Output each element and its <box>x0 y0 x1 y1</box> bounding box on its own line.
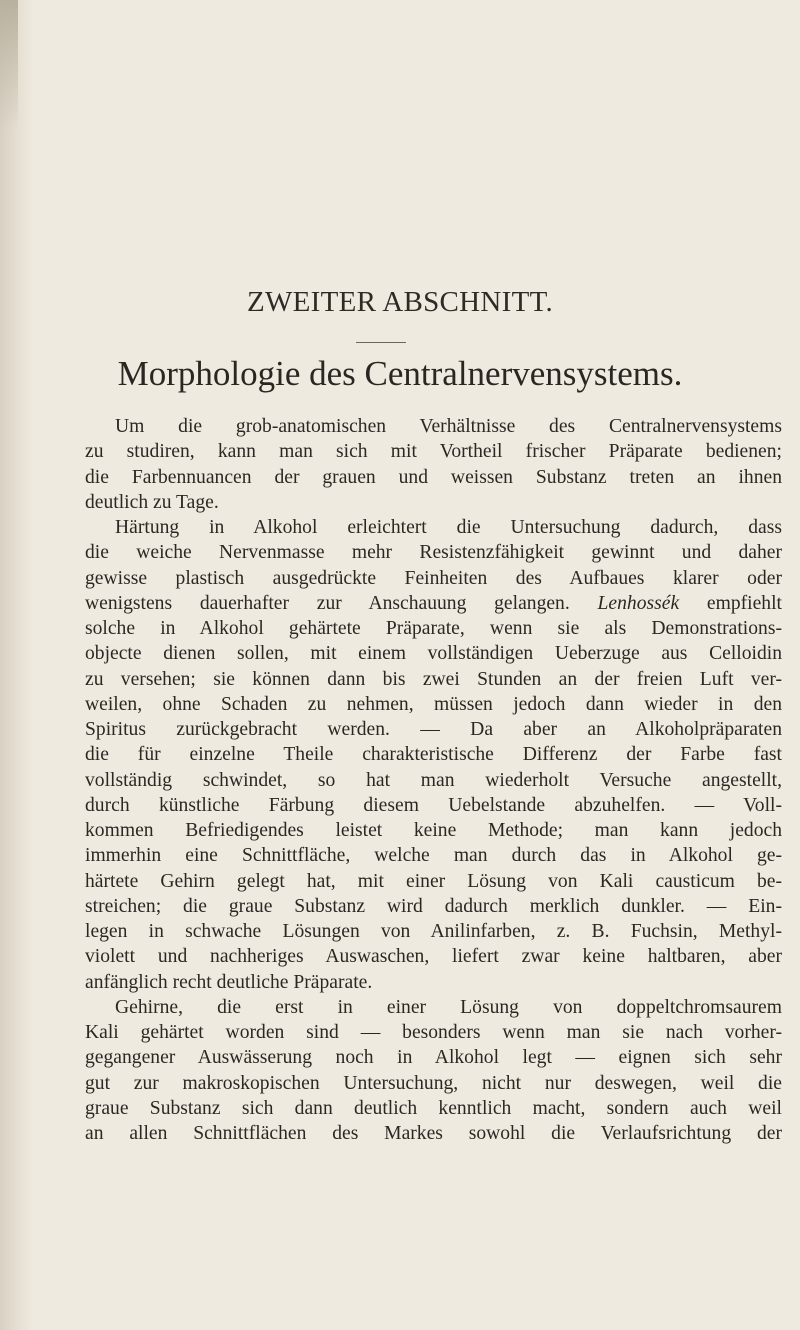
text-line: die Farbennuancen der grauen und weissen Substanz treten an ihnen <box>85 466 782 488</box>
text-line: gut zur makroskopischen Untersuchung, nicht nur deswegen, weil die <box>85 1072 782 1094</box>
text-run: empfiehlt <box>706 592 782 614</box>
text-line: objecte dienen sollen, mit einem vollständigen Ueberzuge aus Celloidin <box>85 643 782 665</box>
text-line: immerhin eine Schnittfläche, welche man durch das in Alkohol ge- <box>85 845 782 867</box>
text-line: Härtung in Alkohol erleichtert die Untersuchung dadurch, dass <box>115 517 782 538</box>
text-line: gewisse plastisch ausgedrückte Feinheiten des Aufbaues klarer oder <box>85 567 782 589</box>
text-line: zu studiren, kann man sich mit Vortheil frischer Präparate bedienen; <box>85 441 782 463</box>
body-text <box>85 414 782 1146</box>
heading-rule <box>356 342 406 343</box>
page-edge-shadow <box>0 0 34 1330</box>
text-line: härtete Gehirn gelegt hat, mit einer Lösung von Kali causticum be- <box>85 870 782 892</box>
text-line: violett und nachheriges Auswaschen, liefert zwar keine haltbaren, aber <box>85 946 782 968</box>
text-line: kommen Befriedigendes leistet keine Methode; man kann jedoch <box>85 820 782 841</box>
page-edge-shadow-top <box>0 0 18 130</box>
chapter-title: Morphologie des Centralnervensystems. <box>117 354 683 393</box>
text-line: vollständig schwindet, so hat man wiederholt Versuche angestellt, <box>85 769 782 791</box>
text-line: gegangener Auswässerung noch in Alkohol legt — eignen sich sehr <box>85 1047 782 1069</box>
text-line: zu versehen; sie können dann bis zwei Stunden an der freien Luft ver- <box>85 668 782 690</box>
text-line: anfänglich recht deutliche Präparate. <box>85 971 373 993</box>
text-line <box>85 591 782 616</box>
text-line: deutlich zu Tage. <box>85 491 219 513</box>
text-line: Kali gehärtet worden sind — besonders wenn man sie nach vorher- <box>85 1022 782 1043</box>
text-line: weilen, ohne Schaden zu nehmen, müssen jedoch dann wieder in den <box>85 693 782 715</box>
text-line: legen in schwache Lösungen von Anilinfarben, z. B. Fuchsin, Methyl- <box>85 921 782 942</box>
text-line: Gehirne, die erst in einer Lösung von doppeltchromsaurem <box>115 996 782 1018</box>
text-line: durch künstliche Färbung diesem Uebelstande abzuhelfen. — Voll- <box>85 794 782 816</box>
text-line: an allen Schnittflächen des Markes sowohl die Verlaufsrichtung der <box>85 1123 782 1144</box>
text-line: solche in Alkohol gehärtete Präparate, wenn sie als Demonstrations- <box>85 618 782 639</box>
text-line: graue Substanz sich dann deutlich kenntlich macht, sondern auch weil <box>85 1097 782 1119</box>
text-run: wenigstens dauerhafter zur Anschauung gelangen. <box>85 592 570 614</box>
author-name: Lenhossék <box>597 592 680 614</box>
text-line: die für einzelne Theile charakteristische Differenz der Farbe fast <box>85 744 782 766</box>
section-heading: ZWEITER ABSCHNITT. <box>246 286 554 318</box>
text-line: die weiche Nervenmasse mehr Resistenzfähigkeit gewinnt und daher <box>85 542 782 564</box>
text-line: Um die grob-anatomischen Verhältnisse des Centralnervensystems <box>115 416 782 437</box>
text-line: streichen; die graue Substanz wird dadurch merklich dunkler. — Ein- <box>85 895 782 917</box>
text-line: Spiritus zurückgebracht werden. — Da aber an Alkoholpräparaten <box>85 719 782 740</box>
